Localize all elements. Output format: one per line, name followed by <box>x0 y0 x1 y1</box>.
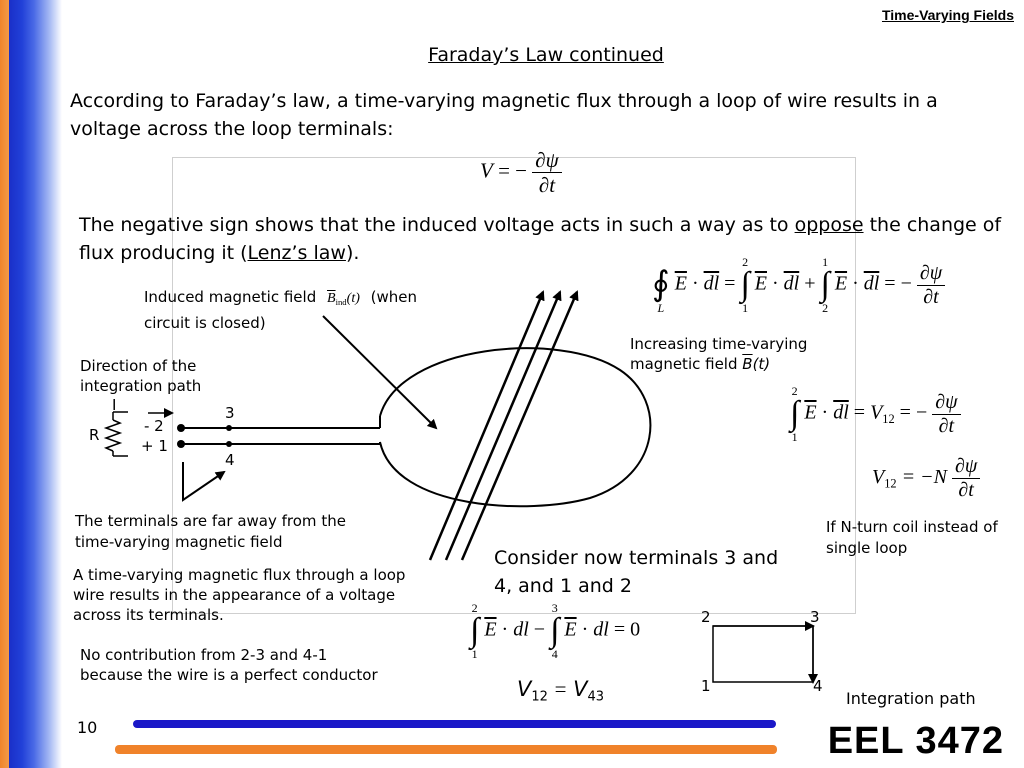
footer-bar-blue <box>133 720 776 728</box>
upper-limit-2: 1 <box>822 255 829 269</box>
induced-field-post: (when circuit is closed) <box>144 288 418 333</box>
resistor <box>106 420 120 451</box>
e-vector: $\overline{E}$ <box>674 272 687 295</box>
v12-eq-v: V <box>517 677 532 701</box>
wire-loop <box>380 348 650 506</box>
footer-bar-orange <box>115 745 777 754</box>
lower-limit-2: 2 <box>822 301 829 315</box>
direction-label: Direction of the integration path <box>80 357 202 395</box>
terminals-far-label: The terminals are far away from the time-varying magnetic field <box>75 512 346 551</box>
v12-dl: $\overline{dl}$ <box>833 401 849 424</box>
v12-upper: 2 <box>791 384 798 398</box>
increasing-line-1: Increasing time-varying <box>630 335 808 353</box>
time-denominator: ∂t <box>538 173 556 198</box>
dl-vector-3: $\overline{dl}$ <box>863 272 880 295</box>
zero-integral-equation: 2 ∫ 1 $\overline{E}$ · dl − 3 ∫ 4 $\overline{E}$ · dl = 0 <box>470 601 641 661</box>
consider-text: Consider now terminals 3 and 4, and 1 and 2 <box>494 547 779 597</box>
v12-num: ∂ψ <box>932 391 960 415</box>
v43-sub: 43 <box>587 689 605 705</box>
terminal-3-dot <box>226 425 232 431</box>
v12-eq-equals: = <box>554 677 567 701</box>
zero-up1: 2 <box>471 601 478 615</box>
v12-eq-sub: 12 <box>531 689 548 705</box>
lenz-law-link: Lenz’s law <box>247 242 346 264</box>
intro-text: According to Faraday’s law, a time-varying magnetic flux through a loop of wire results in a voltage across the loop terminals: <box>70 90 938 140</box>
ncoil-v: V <box>872 466 885 489</box>
ncoil-den: ∂t <box>958 479 974 501</box>
lenz-text-mid: the change of flux producing it ( <box>79 214 1002 264</box>
v12-equals-v43 <box>517 677 604 705</box>
integration-path-rect <box>713 626 813 682</box>
contour-label: L <box>657 301 665 315</box>
dl-vector-2: $\overline{dl}$ <box>783 272 800 295</box>
terminal-3-label: 3 <box>225 404 235 422</box>
terminal-4-label: 4 <box>225 451 235 469</box>
e-vector-3: $\overline{E}$ <box>834 272 848 295</box>
flux-numerator: ∂ψ <box>532 148 561 173</box>
course-code: EEL 3472 <box>827 720 1004 762</box>
zero-dl1: dl <box>513 618 529 641</box>
line-integral-equation: ∮ L $\overline{E} \cdot \overline{dl}$ = 2 ∫ 1 $\overline{E} \cdot \overline{dl}$ + 1 ∫ 2 $\overline{E} \cdot \overline{dl}$ = − $\frac{\partial\psi}{\partial t}$ <box>652 256 945 314</box>
b-ind-symbol: $\overline{B}$ <box>327 291 336 306</box>
v12-den: ∂t <box>938 414 955 437</box>
page-title: Faraday’s Law continued <box>428 44 664 66</box>
b-ind-t: (t) <box>346 291 360 306</box>
v12-symbol: V <box>870 401 883 424</box>
zero-e2: $\overline{E}$ <box>564 618 577 641</box>
n-turn-label: If N-turn coil instead of single loop <box>826 518 998 557</box>
induced-field-pre: Induced magnetic field <box>144 288 317 306</box>
n-coil-equation <box>872 455 980 502</box>
zero-e1: $\overline{E}$ <box>484 618 497 641</box>
e-vector-2: $\overline{E}$ <box>754 272 767 295</box>
current-label: I <box>112 396 117 414</box>
no-contribution-label: No contribution from 2-3 and 4-1 because the wire is a perfect conductor <box>80 646 378 684</box>
rect-corner-2: 2 <box>701 608 711 626</box>
lenz-text-pre: The negative sign shows that the induced voltage acts in such a way as to <box>79 214 789 236</box>
dl-vector: $\overline{dl}$ <box>703 272 720 295</box>
v12-e: $\overline{E}$ <box>804 401 817 424</box>
voltage-symbol: V <box>480 158 493 183</box>
ncoil-rhs: = −N <box>901 466 947 489</box>
rect-corner-4: 4 <box>813 677 823 695</box>
page-number: 10 <box>77 718 98 737</box>
terminal-2-dot <box>177 424 185 432</box>
increasing-line-2: magnetic field <box>630 355 738 373</box>
ncoil-num: ∂ψ <box>952 455 980 479</box>
b-field-line-2 <box>446 292 560 560</box>
b-ind-sub: ind <box>335 297 347 308</box>
integration-path-label: Integration path <box>846 689 976 708</box>
ncoil-sub: 12 <box>884 476 897 491</box>
zero-lo2: 4 <box>551 647 558 661</box>
v12-sub: 12 <box>882 411 895 426</box>
rect-corner-1: 1 <box>701 677 711 695</box>
v12-lower: 1 <box>791 430 798 444</box>
v12-definition: 2 ∫ 1 $\overline{E} \cdot \overline{dl} = V_{12}$ = − $\frac{\partial\psi}{\partial t}$ <box>790 385 961 443</box>
zero-dl2: dl <box>593 618 609 641</box>
b-field-line-1 <box>430 292 543 560</box>
zero-rhs: = 0 <box>613 618 641 641</box>
lower-limit-1: 1 <box>742 301 749 315</box>
flux-result-label: A time-varying magnetic flux through a loop wire results in the appearance of a voltage across its terminals. <box>73 566 406 624</box>
equals-minus: = − <box>498 158 528 183</box>
increasing-t: (t) <box>752 355 771 373</box>
resistor-label: R <box>89 426 100 444</box>
terminal-1-label: + 1 <box>141 437 168 455</box>
upper-limit-1: 2 <box>742 255 749 269</box>
lenz-text-post: ). <box>345 242 360 264</box>
zero-lo1: 1 <box>471 647 478 661</box>
line-int-num: ∂ψ <box>917 262 945 286</box>
zero-up2: 3 <box>551 601 558 615</box>
section-header: Time-Varying Fields <box>881 7 1014 23</box>
terminal-4-dot <box>226 441 232 447</box>
terminal-1-dot <box>177 440 185 448</box>
b-field-line-3 <box>462 292 577 560</box>
v43-v: V <box>573 677 588 701</box>
direction-arrow <box>183 462 224 500</box>
increasing-b-symbol: $\overline{B}$ <box>742 355 753 373</box>
line-int-den: ∂t <box>923 285 939 308</box>
terminal-2-label: - 2 <box>144 417 164 435</box>
rect-corner-3: 3 <box>810 608 820 626</box>
oppose-word: oppose <box>794 214 864 236</box>
